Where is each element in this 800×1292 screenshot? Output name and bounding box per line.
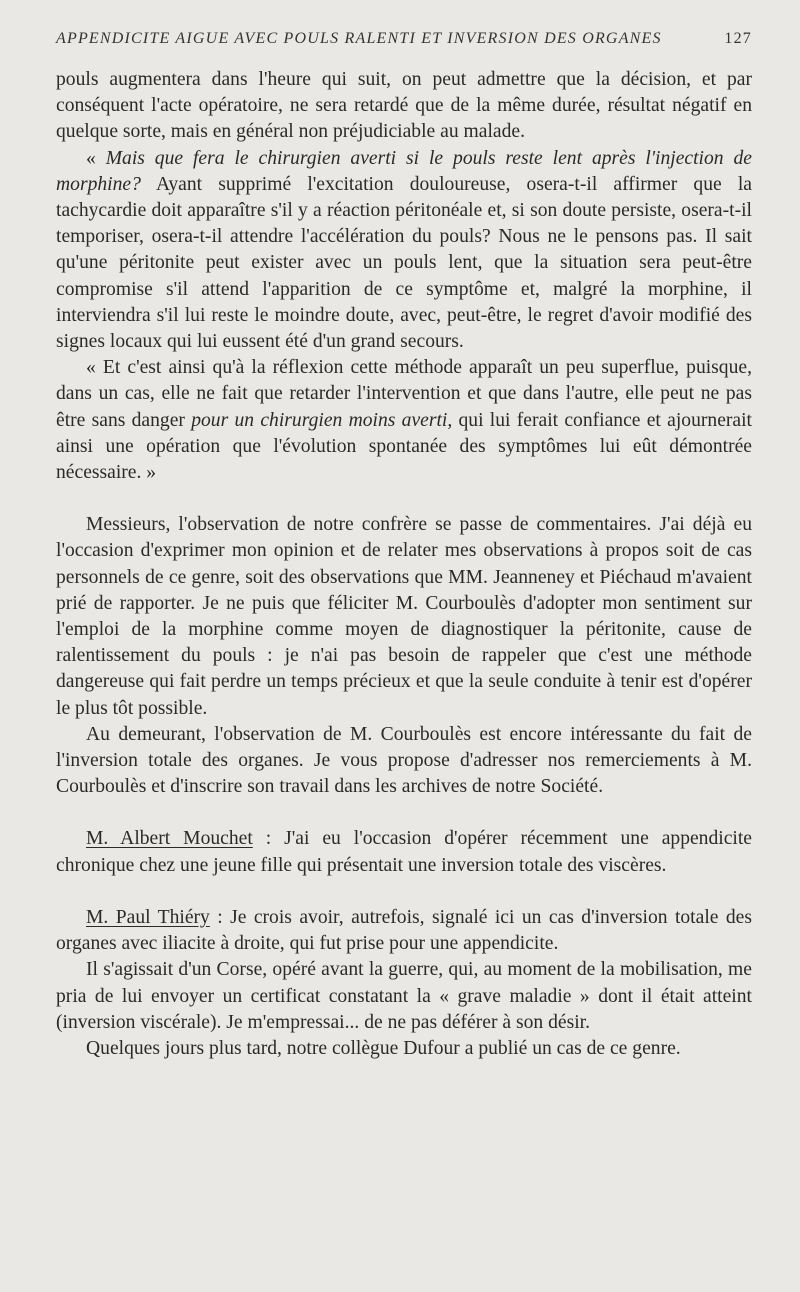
- paragraph-continued: pouls augmentera dans l'heure qui suit, on peut admettre que la décision, et par conséquent l'acte opératoire, ne sera retardé que de la même durée, résultat négatif en quelque sorte, mais en général non préjudiciable au malade.: [56, 69, 752, 143]
- page-number: 127: [724, 30, 752, 47]
- section-gap: [56, 486, 752, 512]
- quote-open-mark: «: [86, 147, 106, 169]
- speaker-thiery: M. Paul Thiéry: [86, 906, 210, 928]
- quote-2-italic: pour un chirurgien moins averti,: [191, 409, 453, 431]
- quote-italic-question: Mais que fera le chirurgien averti si le pouls reste lent après l'injection de morphine?: [56, 147, 752, 195]
- thiery-remark: : Je crois avoir, autrefois, signalé ici un cas d'inversion totale des organes avec iliacite à droite, qui fut prise pour une appendicite.: [56, 906, 752, 955]
- paragraph-corse: Il s'agissait d'un Corse, opéré avant la guerre, qui, au moment de la mobilisation, me pria de lui envoyer un certificat constatant la « grave maladie » dont il était atteint (inversion viscérale). Je m'empressai... de ne pas déférer à son désir.: [56, 959, 752, 1033]
- section-gap: [56, 879, 752, 905]
- body-text: [56, 67, 752, 1062]
- paragraph-messieurs: Messieurs, l'observation de notre confrère se passe de commentaires. J'ai déjà eu l'occasion d'exprimer mon opinion et de relater mes observations à propos soit de cas personnels de ce genre, soit des observations que MM. Jeanneney et Piéchaud m'avaient prié de rapporter. Je ne puis que féliciter M. Courboulès d'adopter mon sentiment sur l'emploi de la morphine comme moyen de diagnostiquer la péritonite, cause de ralentissement du pouls : je n'ai pas besoin de rappeler que c'est une méthode dangereuse qui fait perdre un temps précieux et que la seule conduite à tenir est d'opérer le plus tôt possible.: [56, 514, 752, 719]
- running-head: [56, 30, 752, 54]
- quote-2-end: qui lui ferait confiance et ajournerait ainsi une opération que l'évolution spontanée des symptômes lui eût démontrée nécessaire. »: [56, 409, 752, 484]
- paragraph-quote-2: [56, 355, 752, 486]
- paragraph-au-demeurant: Au demeurant, l'observation de M. Courboulès est encore intéressante du fait de l'inversion totale des organes. Je vous propose d'adresser nos remerciements à M. Courboulès et d'inscrire son travail dans les archives de notre Société.: [56, 723, 752, 798]
- quote-1-text: Ayant supprimé l'excitation douloureuse, osera-t-il affirmer que la tachycardie doit apparaître s'il y a réaction péritonéale et, si son doute persiste, osera-t-il temporiser, osera-t-il attendre l'accélération du pouls? Nous ne le pensons pas. Il sait qu'une péritonite peut exister avec un pouls lent, que la situation sera peut-être compromise s'il attend l'apparition de ce symptôme et, malgré la morphine, il interviendra s'il lui reste le moindre doute, avec, peut-être, le regret d'avoir modifié des signes locaux qui lui eussent été d'un grand secours.: [56, 173, 752, 353]
- paragraph-dufour: Quelques jours plus tard, notre collègue Dufour a publié un cas de ce genre.: [86, 1037, 681, 1059]
- section-gap: [56, 800, 752, 826]
- paragraph-thiery: [56, 905, 752, 957]
- speaker-mouchet: M. Albert Mouchet: [86, 828, 253, 850]
- paragraph-quote-1: [56, 146, 752, 356]
- mouchet-remark: : J'ai eu l'occasion d'opérer récemment une appendicite chronique chez une jeune fille qui présentait une inversion totale des viscères.: [56, 828, 752, 876]
- paragraph-mouchet: [56, 826, 752, 878]
- quote-2-start: « Et c'est ainsi qu'à la réflexion cette méthode apparaît un peu superflue, puisque, dans un cas, elle ne fait que retarder l'intervention et que dans l'autre, elle peut ne pas être sans danger: [56, 357, 752, 431]
- running-title: APPENDICITE AIGUE AVEC POULS RALENTI ET INVERSION DES ORGANES: [56, 30, 662, 47]
